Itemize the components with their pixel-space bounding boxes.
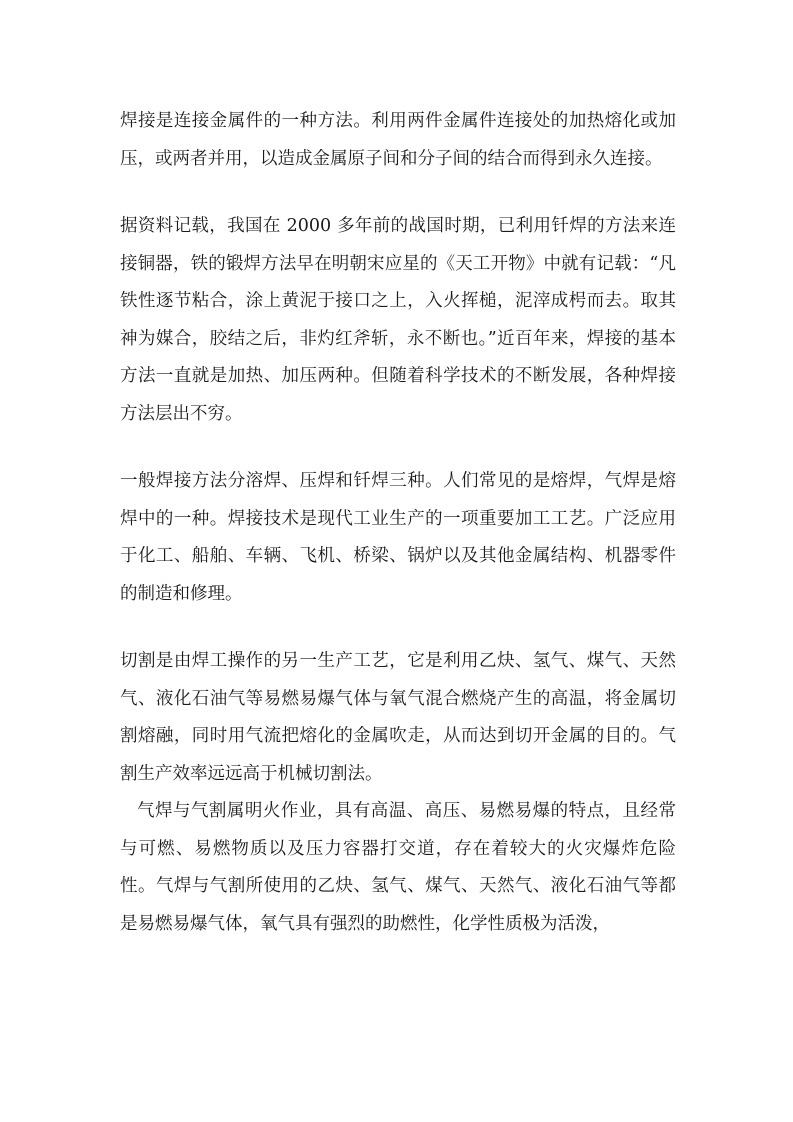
paragraph-welding-history: 据资料记载，我国在 2000 多年前的战国时期，已利用钎焊的方法来连接铜器，铁的锻焊方法早在明朝宋应星的《天工开物》中就有记载：“凡铁性逐节粘合，涂上黄泥于接口之上，入火挥槌，泥滓成枵而去。取其神为媒合，胶结之后，非灼红斧斩，永不断也。”近百年来，焊接的基本方法一直就是加热、加压两种。但随着科学技术的不断发展，各种焊接方法层出不穷。 bbox=[120, 216, 676, 424]
paragraph-welding-methods: 一般焊接方法分溶焊、压焊和钎焊三种。人们常见的是熔焊，气焊是熔焊中的一种。焊接技术是现代工业生产的一项重要加工工艺。广泛应用于化工、船舶、车辆、飞机、桥梁、锅炉以及其他金属结构、机器零件的制造和修理。 bbox=[120, 471, 676, 604]
paragraph-cutting-process: 切割是由焊工操作的另一生产工艺，它是利用乙炔、氢气、煤气、天然气、液化石油气等易燃易爆气体与氧气混合燃烧产生的高温，将金属切割熔融，同时用气流把熔化的金属吹走，从而达到切开金属的目的。气割生产效率远远高于机械切割法。 bbox=[120, 651, 676, 784]
document-body bbox=[120, 103, 676, 943]
paragraph-welding-definition: 焊接是连接金属件的一种方法。利用两件金属件连接处的加热熔化或加压，或两者并用，以造成金属原子间和分子间的结合而得到永久连接。 bbox=[120, 111, 676, 169]
paragraph-fire-hazard: 气焊与气割属明火作业，具有高温、高压、易燃易爆的特点，且经常与可燃、易燃物质以及压力容器打交道，存在着较大的火灾爆炸危险性。气焊与气割所使用的乙炔、氢气、煤气、天然气、液化石油气等都是易燃易爆气体，氧气具有强烈的助燃性，化学性质极为活泼， bbox=[120, 801, 676, 934]
